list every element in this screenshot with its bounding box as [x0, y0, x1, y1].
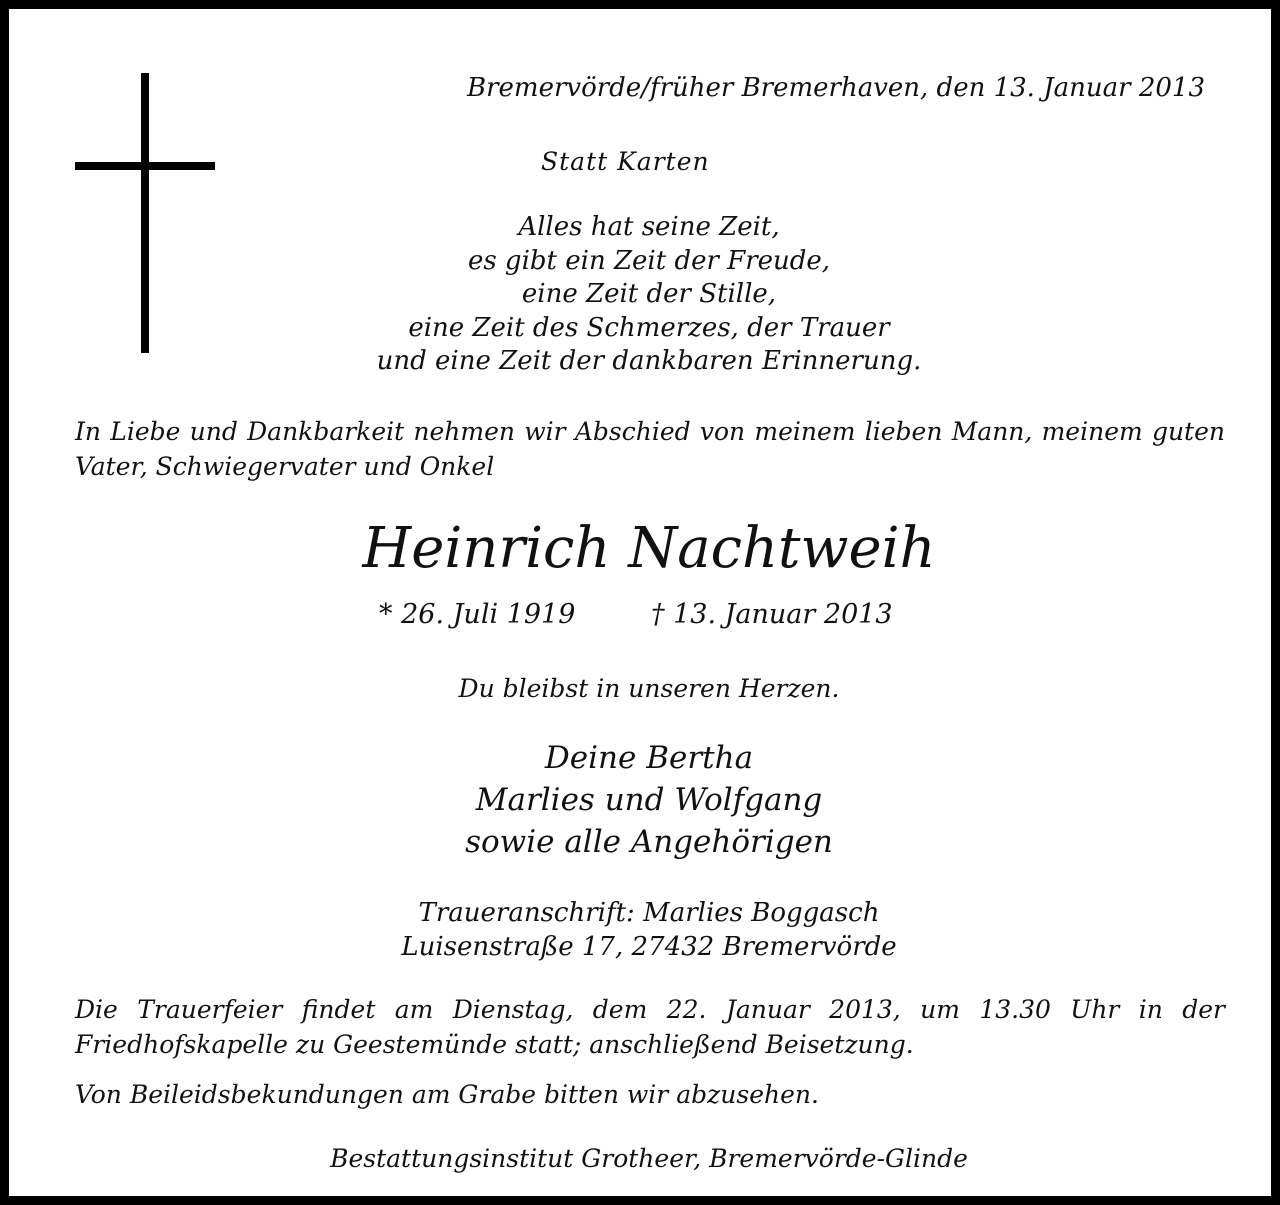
place-date-line: Bremervörde/früher Bremerhaven, den 13. Januar 2013 [467, 73, 1205, 103]
birth-date: * 26. Juli 1919 [379, 599, 576, 630]
poem-line: eine Zeit des Schmerzes, der Trauer [408, 313, 890, 343]
mourner-line: Marlies und Wolfgang [475, 782, 823, 818]
statt-karten-label: Statt Karten [541, 147, 710, 176]
mourner-line: sowie alle Angehörigen [465, 824, 833, 860]
address-line: Luisenstraße 17, 27432 Bremervörde [401, 932, 897, 962]
poem-line: Alles hat seine Zeit, [518, 212, 780, 242]
death-date: † 13. Januar 2013 [651, 599, 893, 630]
deceased-name: Heinrich Nachtweih [362, 516, 936, 581]
poem-line: es gibt ein Zeit der Freude, [467, 246, 831, 276]
poem-line: und eine Zeit der dankbaren Erinnerung. [376, 346, 922, 376]
address-line: Traueranschrift: Marlies Boggasch [418, 898, 880, 928]
undertaker-line: Bestattungsinstitut Grotheer, Bremervörde-Glinde [330, 1144, 968, 1173]
funeral-info: Die Trauerfeier findet am Dienstag, dem 22. Januar 2013, um 13.30 Uhr in der Friedhofskapelle zu Geestemünde statt; anschließend Beisetzung. [75, 995, 1225, 1059]
mourner-line: Deine Bertha [544, 740, 754, 776]
farewell-line: Du bleibst in unseren Herzen. [458, 674, 840, 703]
cross-icon [75, 73, 215, 353]
condolence-note: Von Beileidsbekundungen am Grabe bitten wir abzusehen. [75, 1080, 819, 1109]
intro-text: In Liebe und Dankbarkeit nehmen wir Abschied von meinem lieben Mann, meinem guten Vater, Schwiegervater und Onkel [75, 417, 1225, 481]
poem-line: eine Zeit der Stille, [521, 279, 777, 309]
